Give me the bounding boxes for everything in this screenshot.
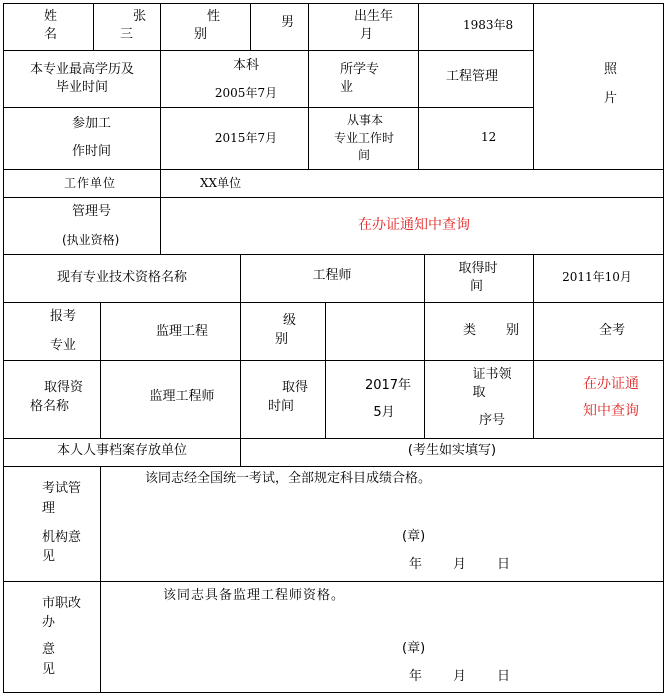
exam-opinion-year: 年: [409, 557, 423, 572]
rule: [3, 254, 664, 255]
work-start-label: 参加工: [72, 116, 112, 131]
rule: [240, 254, 241, 303]
mgmt-number-label: 管理号: [72, 204, 112, 219]
gender-label: 别: [194, 27, 208, 42]
apply-major-label: 专业: [50, 338, 77, 353]
qualification-time-label: 取得: [282, 380, 309, 395]
name-value: 三: [120, 27, 134, 42]
years-label: 从事本: [346, 113, 384, 127]
exam-opinion-text: 该同志经全国统一考试，全部规定科目成绩合格。: [145, 471, 432, 486]
rule: [160, 3, 161, 51]
employer-value: XX单位: [200, 176, 242, 190]
work-start-label: 作时间: [72, 144, 112, 159]
apply-major-label: 报考: [50, 309, 77, 324]
name-value: 张: [133, 9, 147, 24]
rule: [240, 302, 241, 439]
category-value: 全考: [598, 323, 626, 338]
years-label: 专业工作时: [333, 131, 395, 145]
name-label: 名: [44, 27, 58, 42]
rule: [3, 466, 664, 467]
exam-opinion-label: 考试管: [42, 481, 82, 496]
category-label: 别: [506, 323, 520, 338]
rule: [533, 254, 534, 303]
qualification-time-value: 2017年: [364, 378, 412, 393]
rule: [100, 466, 101, 693]
rule: [533, 3, 534, 170]
gender-value: 男: [281, 15, 295, 30]
rule: [3, 3, 664, 4]
education-label: 本专业最高学历及: [29, 62, 135, 77]
city-opinion-label: 意: [42, 642, 56, 657]
years-label: 间: [357, 148, 371, 162]
cert-number-value: 在办证通: [583, 376, 639, 392]
photo-label: 照: [604, 62, 618, 77]
rule: [3, 581, 664, 582]
cert-number-label: 取: [472, 385, 486, 400]
photo-label: 片: [604, 91, 618, 106]
mgmt-number-value: 在办证通知中查询: [358, 217, 470, 233]
exam-opinion-label: 理: [42, 501, 56, 516]
education-label: 毕业时间: [55, 80, 109, 95]
exam-opinion-month: 月: [453, 557, 467, 572]
rule: [100, 302, 101, 439]
title-label: 现有专业技术资格名称: [56, 270, 188, 285]
rule: [3, 50, 533, 51]
rule: [3, 169, 664, 170]
city-opinion-day: 日: [497, 669, 511, 684]
qualification-label: 格名称: [30, 399, 70, 414]
level-label: 级: [283, 313, 297, 328]
city-opinion-month: 月: [453, 669, 467, 684]
exam-opinion-day: 日: [497, 557, 511, 572]
birth-value: 1983年8: [463, 18, 514, 32]
rule: [3, 107, 533, 108]
rule: [418, 3, 419, 170]
mgmt-number-label: (执业资格): [62, 233, 120, 247]
rule: [533, 302, 534, 439]
qualification-value: 监理工程师: [149, 389, 215, 404]
major-label: 所学专: [340, 62, 380, 77]
city-opinion-year: 年: [409, 669, 423, 684]
title-obtain-label: 间: [470, 279, 484, 294]
rule: [3, 360, 664, 361]
rule: [325, 302, 326, 439]
rule: [160, 50, 161, 255]
cert-number-label: 证书领: [472, 367, 512, 382]
exam-opinion-seal: (章): [402, 529, 426, 544]
qualification-time-value: 5月: [373, 405, 395, 420]
rule: [93, 3, 94, 51]
rule: [250, 3, 251, 51]
name-label: 姓: [44, 9, 58, 24]
degree-value: 本科: [232, 58, 260, 73]
cert-number-label: 序号: [478, 413, 506, 428]
category-label: 类: [463, 323, 477, 338]
qualification-label: 取得资: [44, 380, 84, 395]
exam-opinion-label: 见: [42, 549, 56, 564]
rule: [3, 438, 664, 439]
birth-label: 出生年: [354, 9, 394, 24]
work-start-value: 2015年7月: [214, 131, 278, 145]
title-value: 工程师: [312, 268, 352, 283]
rule: [663, 3, 664, 693]
rule: [3, 302, 664, 303]
major-value: 工程管理: [446, 69, 499, 84]
years-value: 12: [481, 130, 497, 144]
rule: [3, 3, 4, 693]
rule: [308, 3, 309, 170]
major-label: 业: [340, 80, 354, 95]
rule: [424, 302, 425, 439]
title-obtain-value: 2011年10月: [562, 270, 632, 284]
city-opinion-label: 市职改: [42, 596, 82, 611]
cert-number-value: 知中查询: [583, 403, 639, 419]
title-obtain-label: 取得时: [458, 261, 498, 276]
graduation-date: 2005年7月: [214, 86, 278, 100]
exam-opinion-label: 机构意: [42, 530, 82, 545]
city-opinion-label: 办: [42, 615, 56, 630]
rule: [3, 197, 664, 198]
birth-label: 月: [360, 27, 374, 42]
level-label: 别: [275, 332, 289, 347]
city-opinion-text: 该同志具备监理工程师资格。: [163, 588, 346, 603]
city-opinion-label: 见: [42, 662, 56, 677]
rule: [3, 692, 664, 693]
apply-major-value: 监理工程: [155, 324, 209, 339]
employer-label: 工作单位: [64, 176, 117, 190]
rule: [240, 438, 241, 467]
archive-label: 本人人事档案存放单位: [56, 443, 188, 458]
rule: [424, 254, 425, 303]
city-opinion-seal: (章): [402, 641, 426, 656]
gender-label: 性: [207, 9, 221, 24]
archive-value: (考生如实填写): [407, 443, 497, 458]
qualification-time-label: 时间: [268, 399, 295, 414]
